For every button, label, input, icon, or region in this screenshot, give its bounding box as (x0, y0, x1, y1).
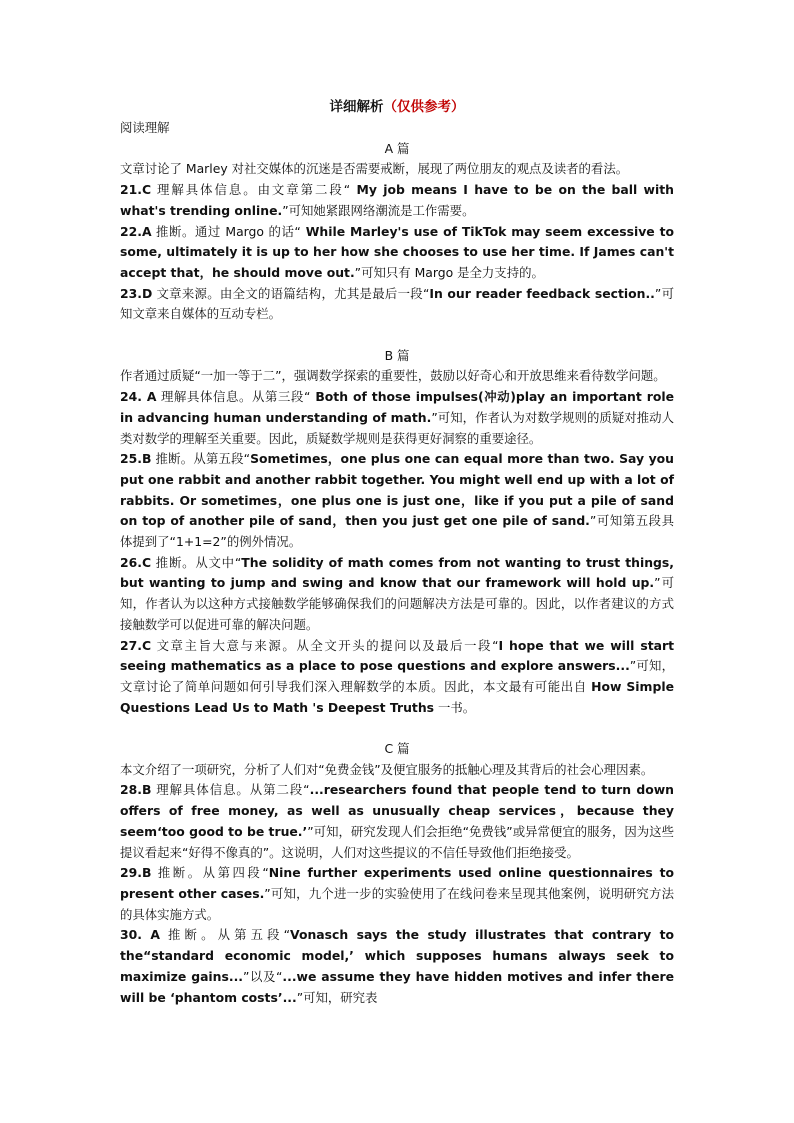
book-title: How Simple Questions Lead Us to Math 's Deepest Truths (120, 678, 674, 715)
question-22 (120, 222, 674, 284)
question-26 (120, 553, 674, 636)
title-note: （仅供参考） (383, 99, 465, 115)
part-a-title: A 篇 (384, 140, 410, 156)
question-quote: Nine further experiments used online questionnaires to present other cases. (120, 865, 675, 901)
question-lead: 理解具体信息。由文章第二段“ (151, 182, 351, 198)
question-lead: 理解具体信息。从第三段“ (156, 389, 311, 405)
question-number: 26.C (120, 554, 152, 570)
page-title (120, 96, 674, 118)
question-conclusion: ”可知她紧跟网络潮流是工作需要。 (282, 202, 475, 218)
section-gap (120, 718, 674, 739)
question-quote: ...researchers found that people tend to turn down offers of free money, as well as unusually cheap services，because they seem‘too good to be true.’ (120, 782, 675, 839)
question-number: 27.C (120, 637, 152, 653)
question-28 (120, 780, 674, 863)
part-b-title: B 篇 (384, 347, 410, 363)
question-conclusion: ”可知，作者认为对数学规则的质疑对推动人类对数学的理解至关重要。因此，质疑数学规则是获得更好洞察的重要途径。 (120, 409, 674, 446)
question-lead: 文章来源。由全文的语篇结构，尤其是最后一段“ (152, 285, 430, 301)
question-conclusion: ”可知文章来自媒体的互动专栏。 (120, 285, 674, 322)
question-24 (120, 387, 674, 449)
question-number: 23.D (120, 285, 153, 301)
question-number: 21.C (120, 182, 152, 198)
question-lead: 推断。从文中“ (151, 554, 242, 570)
title-main: 详细解析 (329, 99, 384, 115)
question-quote: Vonasch says the study illustrates that contrary to the“standard economic model,’ which supposes humans always seek to maximize gains... (120, 927, 675, 984)
question-quote: While Marley's use of TikTok may seem excessive to some, ultimately it is up to her how she chooses to use her time. If James can't accept that，he should move out. (120, 223, 675, 280)
question-quote: Both of those impulses(冲动)play an important role in advancing human understanding of math. (120, 389, 674, 425)
question-lead: 推断。从第五段“ (159, 927, 291, 943)
question-lead: 推断。从第四段“ (151, 865, 269, 881)
question-conclusion: ”可知第五段具体提到了“1+1=2”的例外情况。 (120, 513, 675, 550)
question-number: 24. A (120, 389, 157, 405)
question-lead: 推断。从第五段“ (151, 451, 251, 467)
question-quote: In our reader feedback section.. (429, 285, 655, 301)
question-quote-2: ...we assume they have hidden motives and infer there will be ‘phantom costs’... (120, 968, 674, 1005)
question-23 (120, 284, 674, 325)
section-label: 阅读理解 (120, 120, 170, 135)
question-30 (120, 925, 674, 1008)
question-29 (120, 863, 674, 925)
question-lead: 文章主旨大意与来源。从全文开头的提问以及最后一段“ (151, 637, 499, 653)
question-lead: 理解具体信息。从第二段“ (151, 782, 310, 798)
question-number: 28.B (120, 782, 152, 798)
part-c-title: C 篇 (384, 741, 410, 757)
question-conclusion: ”可知，作者认为以这种方式接触数学能够确保我们的问题解决方法是可靠的。因此，以作者建议的方式接触数学可以促进可靠的解决问题。 (120, 575, 674, 632)
question-conclusion: ”可知只有 Margo 是全力支持的。 (354, 264, 544, 280)
question-quote: My job means I have to be on the ball with what's trending online. (120, 182, 674, 218)
question-number: 22.A (120, 223, 152, 239)
part-a-intro: 文章讨论了 Marley 对社交媒体的沉迷是否需要戒断，展现了两位朋友的观点及读者的看法。 (120, 161, 629, 177)
question-21 (120, 180, 674, 221)
question-conclusion: ”可知，九个进一步的实验使用了在线问卷来呈现其他案例，说明研究方法的具体实施方式。 (120, 885, 674, 922)
question-number: 30. A (120, 927, 160, 943)
question-25 (120, 449, 674, 553)
question-connector: ”以及“ (243, 968, 283, 984)
question-conclusion: ”可知，研究表 (296, 989, 378, 1005)
question-conclusion: ”可知，研究发现人们会拒绝“免费钱”或异常便宜的服务，因为这些提议看起来“好得不像真的”。这说明，人们对这些提议的不信任导致他们拒绝接受。 (120, 823, 674, 860)
section-gap (120, 325, 674, 346)
question-lead: 推断。通过 Margo 的话“ (151, 223, 301, 239)
part-b-intro: 作者通过质疑“一加一等于二”，强调数学探索的重要性，鼓励以好奇心和开放思维来看待数学问题。 (120, 368, 666, 384)
question-number: 25.B (120, 451, 152, 467)
question-tail: 一书。 (434, 699, 476, 715)
question-number: 29.B (120, 865, 152, 881)
document-content (120, 96, 674, 1008)
question-quote: The solidity of math comes from not wanting to trust things, but wanting to jump and swing and know that our framework will hold up. (120, 554, 675, 591)
question-conclusion: ”可知，文章讨论了简单问题如何引导我们深入理解数学的本质。因此，本文最有可能出自 (120, 658, 674, 694)
part-c-intro: 本文介绍了一项研究，分析了人们对“免费金钱”及便宜服务的抵触心理及其背后的社会心理因素。 (120, 761, 654, 777)
question-quote: Sometimes，one plus one can equal more than two. Say you put one rabbit and another rabbit together. You might well end up with a lot of rabbits. Or sometimes，one plus one is just one，like if you put a pile of sand on top of another pile of sand，then you just get one pile of sand. (120, 451, 675, 529)
question-quote: I hope that we will start seeing mathematics as a place to pose questions and explore answers... (120, 637, 675, 674)
question-27 (120, 636, 674, 719)
